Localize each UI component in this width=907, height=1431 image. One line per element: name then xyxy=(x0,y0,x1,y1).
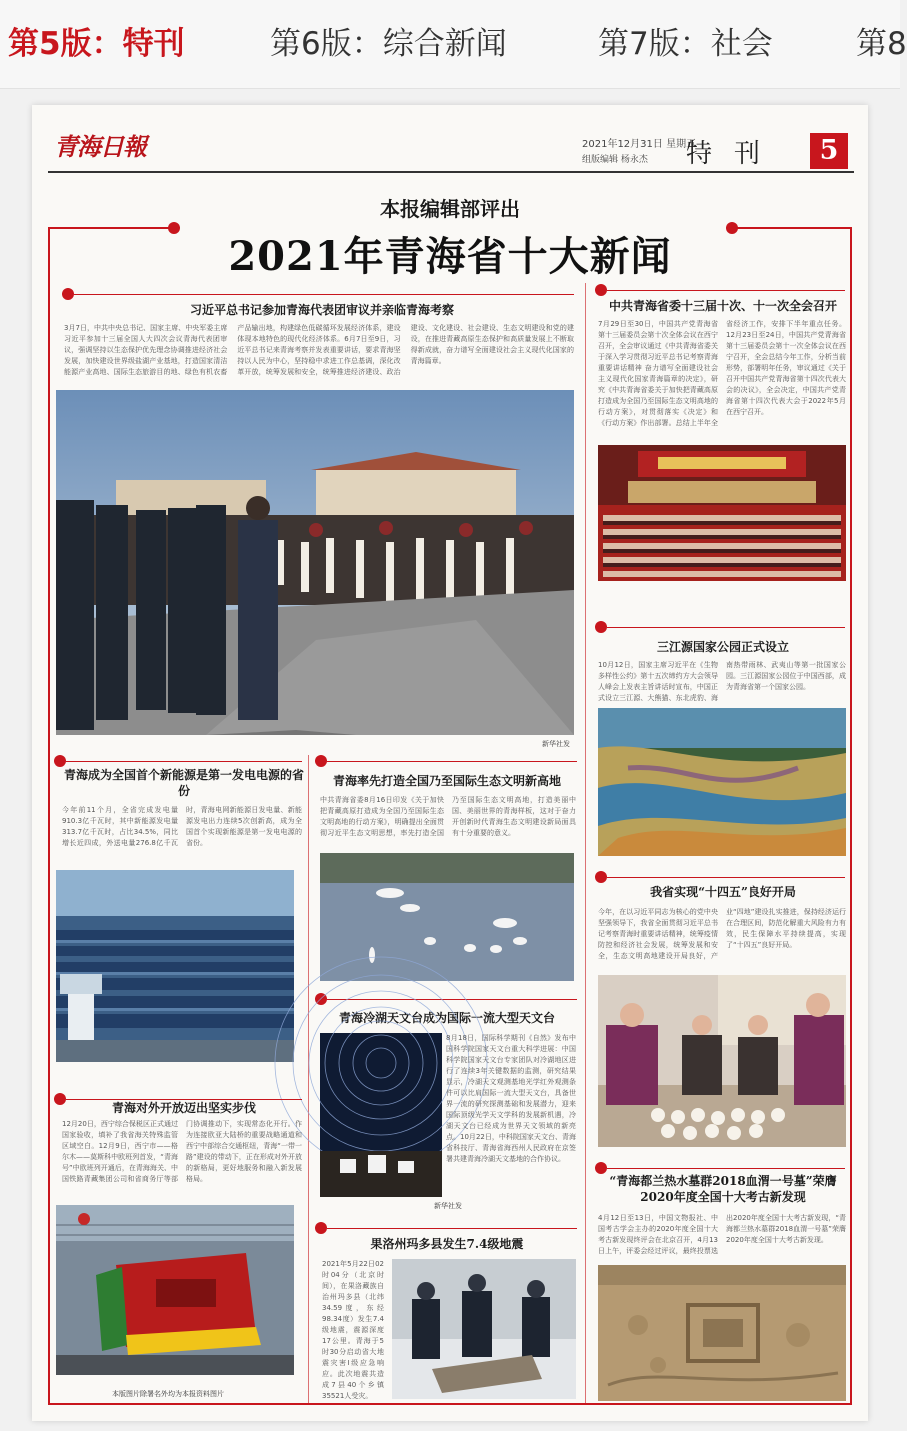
photo-star-trails xyxy=(320,1033,442,1197)
article-marker xyxy=(595,284,607,296)
edition-tab-bar xyxy=(0,0,907,89)
article-1-title[interactable]: 习近平总书记参加青海代表团审议并亲临青海考察 xyxy=(189,303,454,317)
article-10-title[interactable]: “青海都兰热水墓群2018血渭一号墓”荣膺2020年度全国十大考古新发现 xyxy=(609,1174,837,1204)
article-5-body: 中共青海省委8月16日印发《关于加快把青藏高原打造成为全国乃至国际生态文明高地的行动方案》，明确提出全面贯彻习近平生态文明思想，率先打造全国乃至国际生态文明高地，打造美丽中国、美丽世界的青海样板，这对于奋力开创新时代青海生态文明建设新局面具有十分重要的意义。 xyxy=(320,796,576,837)
newspaper-logo: 青海日報 xyxy=(54,132,146,161)
column-divider-right xyxy=(585,283,586,1403)
photo-dumpling-making xyxy=(598,975,846,1147)
photo-earthquake-rescue xyxy=(392,1259,576,1399)
article-marker xyxy=(315,755,327,767)
photo-solar-farm xyxy=(56,870,294,1062)
frame-dot-left xyxy=(168,222,180,234)
page-editor: 组版编辑 杨永杰 xyxy=(582,155,648,165)
article-6-title[interactable]: 我省实现“十四五”良好开局 xyxy=(650,885,796,899)
photo-sanjiangyuan-park xyxy=(598,708,846,856)
masthead-rule xyxy=(48,171,854,173)
photo-archaeological-site xyxy=(598,1265,846,1401)
photo-credit-2: 新华社发 xyxy=(434,1202,462,1210)
photo-egrets-wetland xyxy=(320,853,574,981)
masthead xyxy=(32,105,868,169)
article-7-title[interactable]: 青海冷湖天文台成为国际一流大型天文台 xyxy=(338,1011,555,1025)
article-7-body: 8月18日，国际科学期刊《自然》发布中国科学院国家天文台重大科学进展：中国科学院国家天文台专家团队对冷湖地区进行了连续3年关键数据的监测，研究结果显示，冷湖天文观测基地光学红外观测条件可以比肩国际一流大型天文台，具备世界一流的研究探测基础和发展潜力，迎来国际顶级光学天文学科的发展新机遇，冷湖天文台已经成为世界天文领域的新亮点。10月22日，中科院国家天文台、青海省科技厅、青海省海西州人民政府在京签署共建青海冷湖天文基地的合作协议。 xyxy=(446,1034,576,1163)
article-rule xyxy=(607,290,845,291)
article-4-body: 今年前11个月，全省完成发电量910.3亿千瓦时，其中新能源发电量313.7亿千瓦时，占比34.5%，同比增长近四成，外送电量276.8亿千瓦时，青海电网新能源日发电量、新能源发电出力连续5次创新高，成为全国首个实现新能源是第一发电电源的省份。 xyxy=(62,806,302,847)
page-number-badge: 5 xyxy=(810,133,848,169)
photo-freight-train xyxy=(56,1205,294,1375)
article-rule xyxy=(66,761,302,762)
photo-xi-visit xyxy=(56,390,574,735)
article-9-title[interactable]: 果洛州玛多县发生7.4级地震 xyxy=(370,1237,524,1251)
article-3-body: 10月12日，国家主席习近平在《生物多样性公约》第十五次缔约方大会领导人峰会上发表主旨讲话时宣布，中国正式设立三江源、大熊猫、东北虎豹、海南热带雨林、武夷山等第一批国家公园。三江源国家公园位于中国西部，成为青海省第一个国家公园。 xyxy=(598,661,846,702)
article-6-body: 今年，在以习近平同志为核心的党中央坚强领导下，我省全面贯彻习近平总书记考察青海时重要讲话精神，统筹疫情防控和经济社会发展，统筹发展和安全，生态文明高地建设开局良好，产业“四地”建设扎实推进，保持经济运行在合理区间，防范化解重大风险有力有效，民生保障水平持续提高，实现了“十四五”良好开局。 xyxy=(598,908,846,960)
frame-dot-right xyxy=(726,222,738,234)
newspaper-page[interactable] xyxy=(32,105,868,1421)
main-headline: 2021年青海省十大新闻 xyxy=(228,233,672,280)
article-rule xyxy=(607,627,845,628)
issue-date: 2021年12月31日 星期五 xyxy=(582,139,697,150)
article-8-body: 12月20日，西宁综合保税区正式通过国家验收，填补了我省海关特殊监管区域空白。12月9日，西宁市——格尔木——莫斯科中欧班列首发，“青海号”中欧班列开通后，在青海海关、中国铁路青藏集团公司和省商务厅等部门协调推动下，实现常态化开行。作为连接欧亚大陆桥的重要战略通道和西宁中部综合交通枢纽，青海“一带一路”建设的带动下，正在形成对外开放的新格局，更好地服务和融入新发展格局。 xyxy=(62,1120,302,1183)
tab-edition-6[interactable]: 第6版：综合新闻 xyxy=(270,26,507,62)
article-5-title[interactable]: 青海率先打造全国乃至国际生态文明新高地 xyxy=(332,774,561,788)
article-marker xyxy=(54,755,66,767)
article-4-title[interactable]: 青海成为全国首个新能源是第一发电电源的省份 xyxy=(64,768,305,798)
article-2-title[interactable]: 中共青海省委十三届十次、十一次全会召开 xyxy=(608,299,837,313)
photo-credit-1: 新华社发 xyxy=(542,740,570,748)
article-3-title[interactable]: 三江源国家公园正式设立 xyxy=(656,640,789,654)
photo-footnote: 本版图片除署名外均为本报资料图片 xyxy=(112,1390,224,1398)
article-marker xyxy=(595,871,607,883)
article-rule xyxy=(607,877,845,878)
article-marker xyxy=(62,288,74,300)
column-divider-left xyxy=(308,755,309,1403)
article-8-title[interactable]: 青海对外开放迈出坚实步伐 xyxy=(111,1101,256,1115)
tab-edition-8[interactable]: 第8 xyxy=(856,26,907,62)
photo-plenary-session xyxy=(598,445,846,581)
frame-top-left xyxy=(48,227,174,229)
article-10-body: 4月12日至13日，中国文物报社、中国考古学会主办的2020年度全国十大考古新发现终评会在北京召开，4月13日上午，评委会经过评议，最终投票选出2020年度全国十大考古新发现，“青海都兰热水墓群2018血渭一号墓”荣膺2020年度全国十大考古新发现。 xyxy=(598,1214,846,1255)
article-rule xyxy=(327,999,577,1000)
tab-edition-5[interactable]: 第5版：特刊 xyxy=(8,26,185,62)
tab-edition-7[interactable]: 第7版：社会 xyxy=(598,26,773,62)
frame-top-right xyxy=(732,227,852,229)
section-name: 特刊 xyxy=(686,139,783,169)
article-1-body: 3月7日，中共中央总书记、国家主席、中央军委主席习近平参加十三届全国人大四次会议青海代表团审议，强调坚持以生态保护优先理念协调推进经济社会发展，加快建设世界级盐湖产业基地，打造国家清洁能源产业高地、国际生态旅游目的地、绿色有机农畜产品输出地，构建绿色低碳循环发展经济体系，建设体现本地特色的现代化经济体系。6月7日至9日，习近平总书记来青海考察并发表重要讲话，要求青海坚持以人民为中心，坚持稳中求进工作总基调，深化改革开放，统筹发展和安全，统筹推进经济建设、政治建设、文化建设、社会建设、生态文明建设和党的建设，在推进青藏高原生态保护和高质量发展上不断取得新成就，奋力谱写全面建设社会主义现代化国家的青海篇章。 xyxy=(64,324,574,376)
article-rule xyxy=(327,761,577,762)
article-rule xyxy=(327,1228,577,1229)
article-2-body: 7月29日至30日，中国共产党青海省第十三届委员会第十次全体会议在西宁召开，全会审议通过《中共青海省委关于深入学习贯彻习近平总书记考察青海重要讲话精神 奋力谱写全面建设社会主义现代化国家青海篇章的决定》，研究《中共青海省委关于加快把青藏高原打造成为全国乃至国际生态文明高地的行动方案》，对贯彻落实《决定》和《行动方案》作出部署。总结上半年全省经济工作，安排下半年重点任务。12月23日至24日，中国共产党青海省第十三届委员会第十一次全体会议在西宁召开，全会总结今年工作，分析当前形势，部署明年任务，审议通过《关于召开中国共产党青海省第十四次代表大会的决议》，全会决定，中国共产党青海省第十四次代表大会于2022年5月在西宁召开。 xyxy=(598,320,846,427)
article-marker xyxy=(315,1222,327,1234)
article-9-body: 2021年5月22日02时04分（北京时间），在果洛藏族自治州玛多县（北纬34.59度，东经98.34度）发生7.4级地震，震源深度17公里。青海于5时30分启动省大地震灾害Ⅰ级应急响应。此次地震共造成7县40个乡镇35521人受灾。 xyxy=(322,1260,384,1400)
article-rule xyxy=(607,1168,845,1169)
article-rule xyxy=(74,294,574,295)
kicker: 本报编辑部评出 xyxy=(380,197,520,221)
article-marker xyxy=(595,621,607,633)
